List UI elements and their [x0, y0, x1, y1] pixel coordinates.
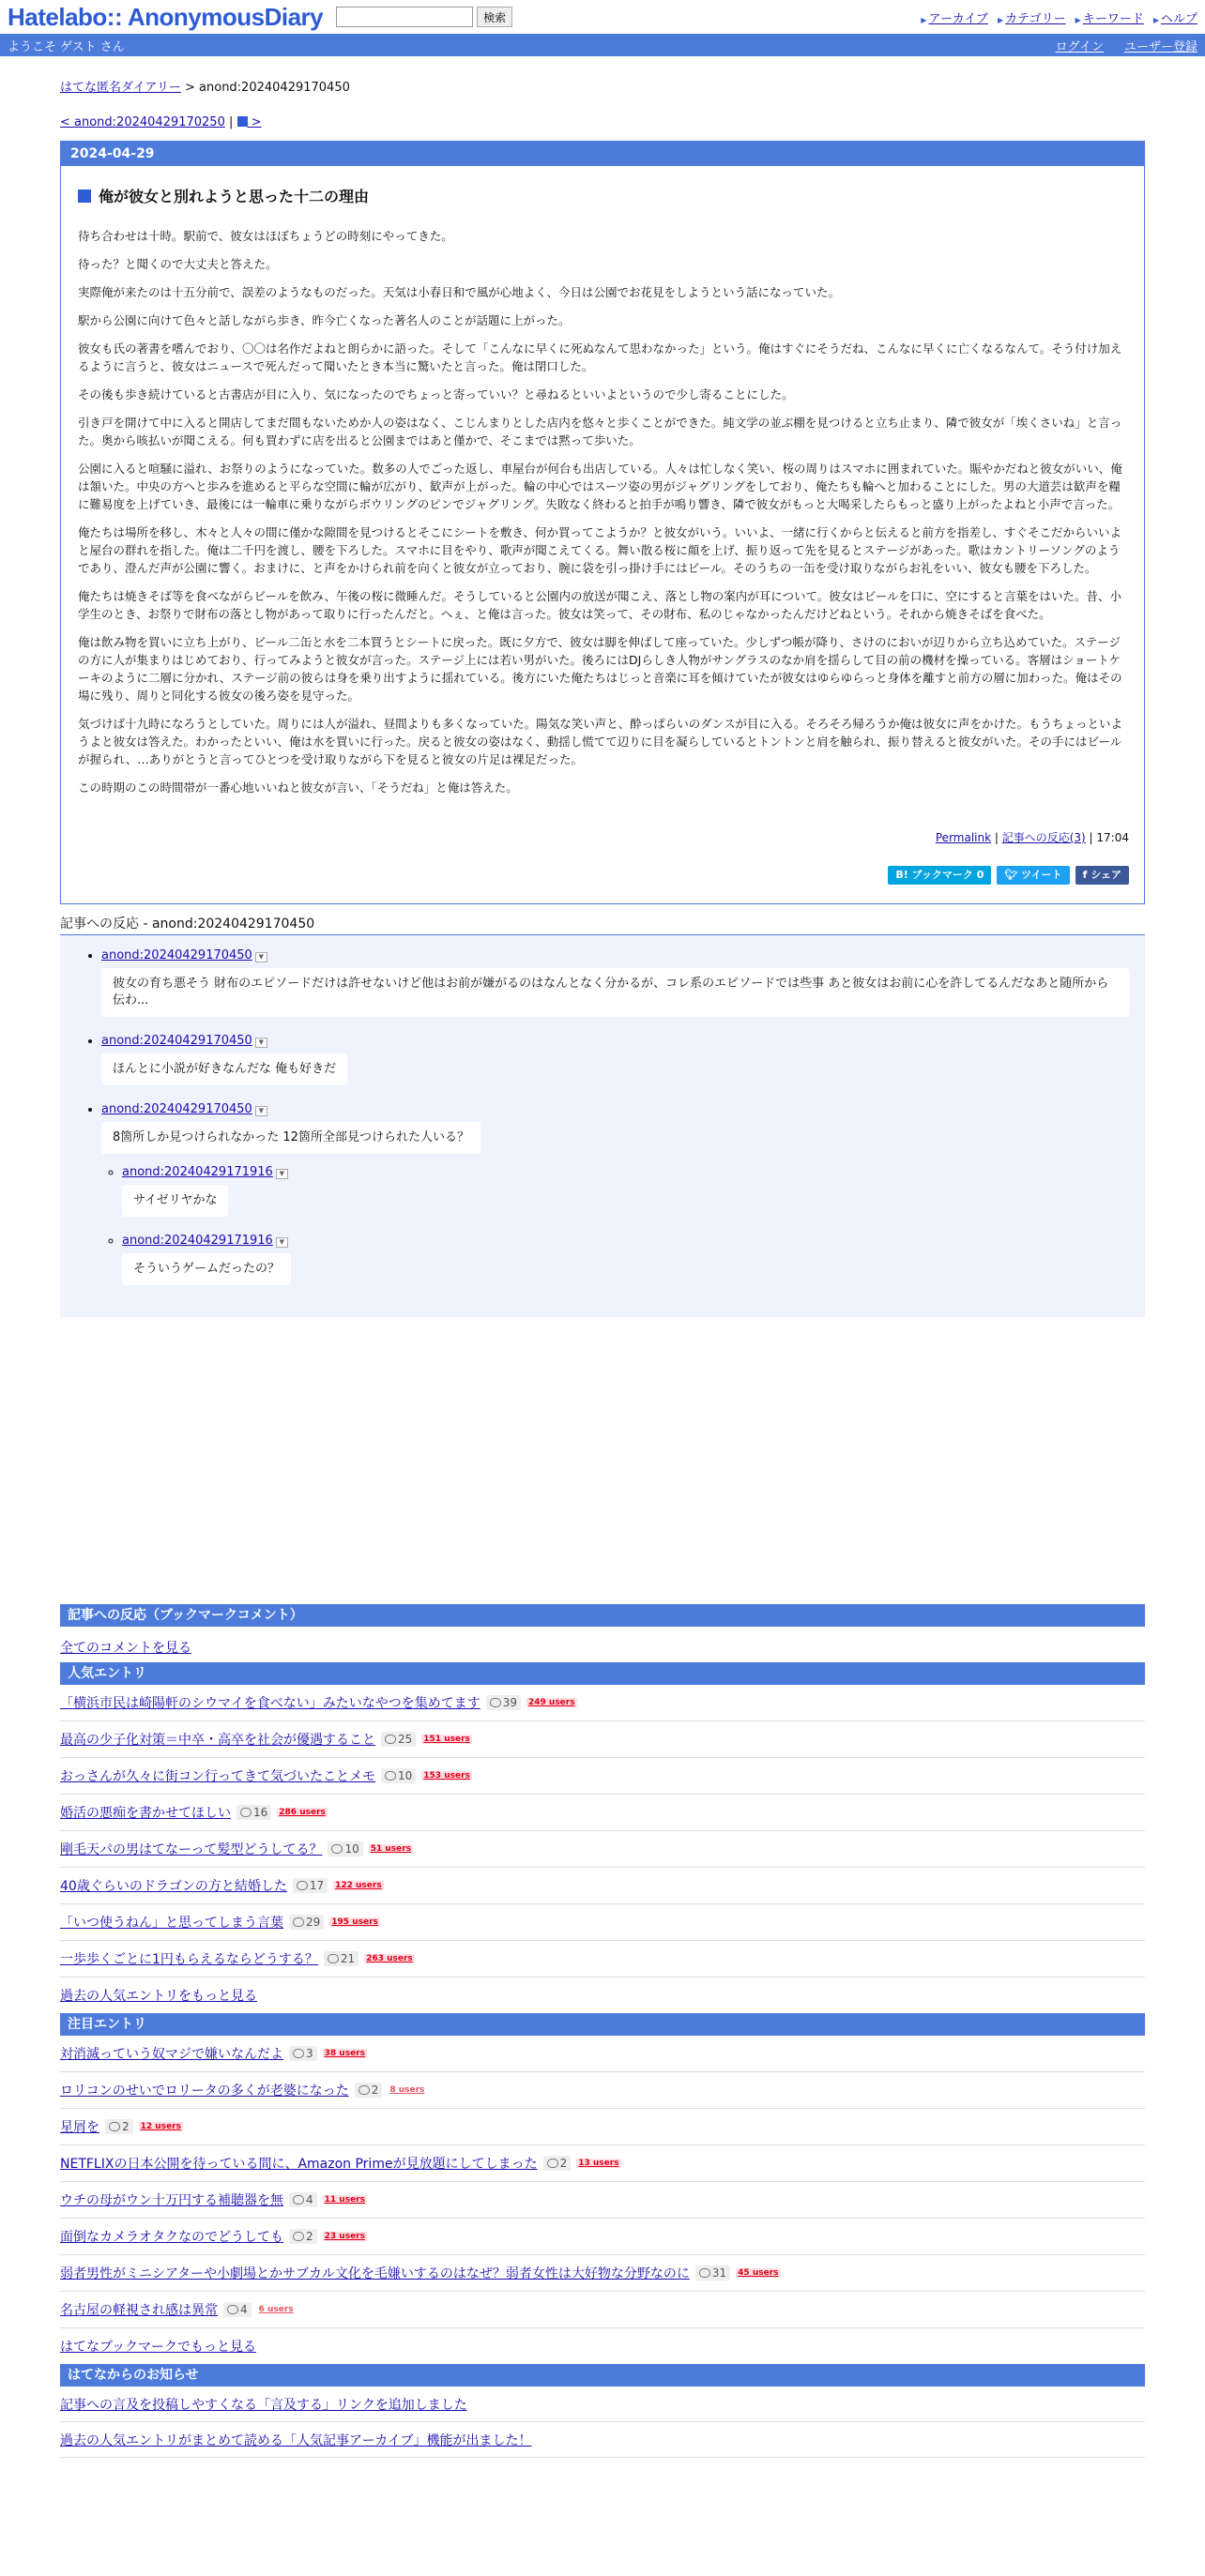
- entry-row: [60, 1685, 1145, 1721]
- hatena-bookmark-button[interactable]: [888, 866, 991, 885]
- entry-title-link[interactable]: 星屑を: [60, 2120, 99, 2135]
- breadcrumb-separator: >: [184, 81, 195, 95]
- entry-title-link[interactable]: NETFLIXの日本公開を待っている間に、Amazon Primeが見放題にしてしまった: [60, 2157, 538, 2172]
- entry-row: [60, 2145, 1145, 2182]
- tweet-label: ツイート: [1021, 869, 1062, 881]
- article-paragraph: 気づけば十九時になろうとしていた。周りには人が溢れ、昼間よりも多くなっていた。陽気な笑い声と、酔っぱらいのダンスが目に入る。そろそろ帰ろうか俺は彼女に声をかけた。もうちょっといようよと彼女は答えた。わかったといい、俺は水を買いに行った。戻ると彼女の姿はなく、動揺し慌てて辺りに目を凝らしているとトントンと肩を触られ、振り替えると彼女がいた。その手にはビールが握られ、…ありがとうと言ってひとつを受け取りながら下を見ると彼女の片足は裸足だった。: [78, 717, 1123, 766]
- entry-row: [60, 2182, 1145, 2219]
- article-date: 2024-04-29: [61, 142, 1144, 166]
- breadcrumb-current: anond:20240429170450: [199, 81, 350, 95]
- bookmark-comments-heading: 記事への反応（ブックマークコメント）: [60, 1604, 1145, 1627]
- share-buttons: [61, 845, 1144, 903]
- entry-row: [60, 1831, 1145, 1868]
- bookmark-users-badge[interactable]: 23 users: [324, 2232, 365, 2241]
- bookmark-users-badge[interactable]: 151 users: [423, 1735, 470, 1744]
- article-paragraph: 俺たちは場所を移し、木々と人々の間に僅かな隙間を見つけるとそこにシートを敷き、何か買ってこようか？と彼女がいう。いいよ、一緒に行くからと伝えると前方を指差し、すぐそこだからいいよと屋台の群れを指した。俺は二千円を渡し、腰を下ろした。スマホに目をやり、歌声が聞こえてくる。舞い散る桜に顔を上げ、振り返って先を見るとステージがあった。歌はカントリーソングのようであり、澄んだ声が公園に響く。おまけに、と声をかけられ前を向くと彼女が立っており、腕に袋を引っ掛け手にはビール。そのうちの一缶を受け取りながらお礼をいい、彼女も腰を下ろした。: [78, 525, 1122, 575]
- bookmark-users-badge[interactable]: 38 users: [324, 2049, 365, 2058]
- entry-row: [60, 1721, 1145, 1758]
- article-meta: Permalink | 記事への反応(3) | 17:04: [935, 831, 1129, 844]
- nav-keyword-link[interactable]: ▶︎ キーワード: [1075, 8, 1144, 26]
- hatena-bookmark-label: B! ブックマーク: [895, 869, 973, 881]
- comment-count[interactable]: 2: [105, 2119, 133, 2134]
- attention-more-link[interactable]: はてなブックマークでもっと見る: [60, 2340, 257, 2355]
- entry-title-link[interactable]: おっさんが久々に街コン行ってきて気づいたことメモ: [60, 1769, 375, 1784]
- login-link[interactable]: ログイン: [1055, 39, 1104, 54]
- article-paragraph: 待った？と聞くので大丈夫と答えた。: [78, 257, 278, 271]
- entry-title-link[interactable]: 「いつ使うねん」と思ってしまう言葉: [60, 1916, 283, 1931]
- chevron-down-icon[interactable]: ▼: [255, 952, 267, 962]
- square-icon: [237, 116, 248, 127]
- reaction-item: [101, 1102, 1130, 1285]
- bookmark-users-badge[interactable]: 263 users: [366, 1954, 413, 1963]
- chevron-down-icon[interactable]: ▼: [276, 1169, 288, 1179]
- comment-count[interactable]: 10: [381, 1768, 416, 1783]
- article-title-row: [78, 185, 1144, 206]
- bookmark-users-badge[interactable]: 153 users: [423, 1771, 470, 1780]
- nav-help-link[interactable]: ▶︎ ヘルプ: [1153, 8, 1197, 26]
- comment-count[interactable]: 2: [543, 2156, 572, 2171]
- prev-entry-link[interactable]: < anond:20240429170250: [60, 115, 225, 129]
- comment-count[interactable]: 4: [223, 2302, 252, 2317]
- article-title: 俺が彼女と別れようと思った十二の理由: [99, 188, 370, 205]
- popular-more-link[interactable]: 過去の人気エントリをもっと見る: [60, 1989, 257, 2004]
- article: [60, 141, 1145, 904]
- reaction-text: 彼女の育ち悪そう 財布のエピソードだけは許せないけど他はお前が嫌がるのはなんとなく分かるが、コレ系のエピソードでは些事 あと彼女はお前に心を許してるんだなあと随所から伝わ...: [101, 968, 1130, 1017]
- bookmark-users-badge[interactable]: 249 users: [528, 1698, 575, 1707]
- reactions-link[interactable]: 記事への反応(3): [1001, 831, 1086, 844]
- entry-row: [60, 2036, 1145, 2072]
- chevron-down-icon[interactable]: ▼: [255, 1106, 267, 1116]
- nav-archive-link[interactable]: ▶︎ アーカイブ: [921, 8, 988, 26]
- reaction-text: そういうゲームだったの？: [122, 1253, 291, 1285]
- comment-count[interactable]: 16: [236, 1805, 271, 1820]
- entry-row: [60, 1941, 1145, 1977]
- comment-count[interactable]: 25: [381, 1732, 416, 1747]
- entry-title-link[interactable]: 婚活の悪痴を書かせてほしい: [60, 1806, 231, 1821]
- entry-row: [60, 2292, 1145, 2328]
- prev-next-separator: |: [229, 115, 234, 129]
- bookmark-users-badge[interactable]: 195 users: [331, 1917, 378, 1927]
- popular-entries-heading: 人気エントリ: [60, 1662, 1145, 1685]
- comment-count[interactable]: 21: [324, 1951, 358, 1966]
- article-paragraph: 公園に入ると喧騒に溢れ、お祭りのようになっていた。数多の人でごった返し、車屋台が何台も出店している。人々は忙しなく笑い、桜の周りはスマホに囲まれていた。賑やかだねと彼女がいい、俺は頷いた。中央の方へと歩みを進めると平らな空間に輪が広がり、歓声が上がった。輪の中心ではスーツ姿の男がジャグリングをしており、俺たちも輪へと加わることにした。男の大道芸は歓声を糧に難易度を上げていき、最後には一輪車に乗りながらボウリングのピンでジャグリング。失敗なく終わると拍手が鳴り響き、隣で彼女がもっと大喝采したらもっと盛り上がったよねと小声で言った。: [78, 462, 1122, 511]
- site-logo[interactable]: Hatelabo:: AnonymousDiary: [8, 2, 324, 31]
- reaction-user-link[interactable]: anond:20240429170450: [101, 948, 252, 962]
- article-paragraph: 俺は飲み物を買いに立ち上がり、ビール二缶と水を二本買うとシートに戻った。既に夕方で、彼女は脚を伸ばして座っていた。少しずつ帳が降り、さけのにおいが辺りから立ち込めていた。ステージの方に人が集まりはじめており、行ってみようと彼女が言った。ステージ上には若い男がいた。後ろにはDJらしき人物がサングラスのなか肩を揺らして目の前の機材を操っている。客層はショートケーキのように二層に分かれ、ステージ前の彼らは身を乗り出すように揺れている。後方にいた俺たちはじっと音楽に耳を傾けていたが彼女はゆらゆらっと身体を離すと前方の層に加わった。俺はその場に残り、周りと同化する彼女の後ろ姿を見守った。: [78, 635, 1122, 703]
- main-content: [60, 77, 1145, 2458]
- bookmark-users-badge[interactable]: 8 users: [389, 2085, 425, 2095]
- reaction-reply: [122, 1165, 1130, 1217]
- entry-title-link[interactable]: 最高の少子化対策＝中卒・高卒を社会が優遇すること: [60, 1733, 375, 1748]
- breadcrumb-root-link[interactable]: はてな匿名ダイアリー: [60, 81, 181, 95]
- post-time: 17:04: [1096, 831, 1129, 844]
- popular-entries-list: [60, 1685, 1145, 1977]
- reactions-heading: 記事への反応 - anond:20240429170450: [60, 914, 1145, 935]
- search-button[interactable]: 検索: [477, 7, 512, 27]
- permalink-link[interactable]: Permalink: [935, 831, 992, 844]
- entry-title-link[interactable]: ウチの母がウン十万円する補聴器を無: [60, 2193, 283, 2208]
- entry-title-link[interactable]: 「横浜市民は崎陽軒のシウマイを食べない」みたいなやつを集めてます: [60, 1696, 480, 1711]
- entry-row: [60, 1904, 1145, 1941]
- bookmark-users-badge[interactable]: 286 users: [279, 1808, 326, 1817]
- reaction-text: サイゼリヤかな: [122, 1185, 228, 1217]
- comment-count[interactable]: 39: [486, 1695, 521, 1710]
- bookmark-users-badge[interactable]: 6 users: [258, 2305, 294, 2314]
- entry-title-link[interactable]: 40歳ぐらいのドラゴンの方と結婚した: [60, 1879, 287, 1894]
- comment-count[interactable]: 10: [328, 1841, 362, 1856]
- bookmark-users-badge[interactable]: 12 users: [140, 2122, 181, 2131]
- entry-row: [60, 2219, 1145, 2255]
- article-paragraph: 駅から公園に向けて色々と話しながら歩き、昨今亡くなった著名人のことが話題に上がった。: [78, 313, 571, 327]
- bookmark-users-badge[interactable]: 13 users: [578, 2159, 619, 2168]
- reaction-item: [101, 1034, 1130, 1085]
- entry-title-link[interactable]: 面倒なカメラオタクなのでどうしても: [60, 2230, 283, 2245]
- comment-count[interactable]: 31: [695, 2265, 730, 2281]
- reactions-list: [60, 935, 1145, 1317]
- entry-title-link[interactable]: 剛毛天パの男はてなーって髪型どうしてる？: [60, 1842, 323, 1857]
- reaction-user-link[interactable]: anond:20240429171916: [122, 1165, 273, 1179]
- top-nav: [921, 8, 1197, 26]
- chevron-down-icon[interactable]: ▼: [255, 1038, 267, 1048]
- prev-next-nav: [60, 115, 1145, 129]
- entry-title-link[interactable]: 弱者男性がミニシアターや小劇場とかサブカル文化を毛嫌いするのはなぜ？弱者女性は大好物な分野なのに: [60, 2266, 690, 2281]
- bookmark-users-badge[interactable]: 11 users: [324, 2195, 365, 2205]
- attention-entries-list: [60, 2036, 1145, 2328]
- article-body: [61, 206, 1144, 796]
- comment-count[interactable]: 2: [289, 2229, 317, 2244]
- facebook-share-label: シェア: [1091, 869, 1121, 881]
- article-paragraph: 彼女も氏の著書を嗜んでおり、〇〇は名作だよねと朗らかに語った。そして「こんなに早くに死ぬなんて思わなかった」という。俺はすぐにそうだね、こんなに早くに亡くなるなんて。そう付け加えるように言うと、彼女はニュースで死んだって聞いたとき本当に驚いたと言った。俺は閉口した。: [78, 341, 1122, 373]
- entry-title-link[interactable]: 名古屋の軽視され感は異常: [60, 2303, 218, 2318]
- notices-heading: はてなからのお知らせ: [60, 2364, 1145, 2387]
- bookmark-count: 0: [976, 869, 984, 881]
- comment-count[interactable]: 17: [293, 1878, 328, 1893]
- entry-title-link[interactable]: 一歩歩くごとに1円もらえるならどうする？: [60, 1952, 318, 1967]
- user-bar: [0, 34, 1205, 56]
- register-link[interactable]: ユーザー登録: [1123, 39, 1197, 54]
- reaction-item: [101, 948, 1130, 1017]
- search-input[interactable]: [336, 7, 473, 27]
- attention-entries-heading: 注目エントリ: [60, 2013, 1145, 2036]
- comment-count[interactable]: 3: [289, 2046, 317, 2061]
- comment-count[interactable]: 2: [355, 2083, 383, 2098]
- reaction-user-link[interactable]: anond:20240429171916: [122, 1234, 273, 1248]
- notice-link[interactable]: 過去の人気エントリがまとめて読める「人気記事アーカイブ」機能が出ました！: [60, 2432, 532, 2448]
- next-entry-link[interactable]: [237, 115, 262, 129]
- reaction-text: ほんとに小説が好きなんだな 俺も好きだ: [101, 1053, 347, 1085]
- entry-row: [60, 2255, 1145, 2292]
- square-icon[interactable]: [78, 189, 91, 203]
- entry-row: [60, 1758, 1145, 1795]
- article-paragraph: 引き戸を開けて中に入ると開店してまだ間もないためか人の姿はなく、こじんまりとした店内を悠々と歩くことができた。純文学の並ぶ棚を見つけると立ち止まり、隣で彼女が「埃くさいね」と言った。奥から咳払いが聞こえる。何も買わずに店を出ると公園まではあと僅かで、そこまでは黙って歩いた。: [78, 416, 1122, 447]
- bookmark-users-badge[interactable]: 51 users: [370, 1844, 412, 1854]
- notice-link[interactable]: 記事への言及を投稿しやすくなる「言及する」リンクを追加しました: [60, 2397, 467, 2413]
- bookmark-users-badge[interactable]: 45 users: [738, 2268, 779, 2278]
- next-entry-label: >: [251, 115, 262, 129]
- facebook-share-button[interactable]: f シェア: [1075, 866, 1129, 885]
- reaction-user-link[interactable]: anond:20240429170450: [101, 1102, 252, 1116]
- comment-count[interactable]: 4: [289, 2192, 317, 2207]
- top-header: [0, 0, 1205, 34]
- tweet-button[interactable]: 🐦︎ ツイート: [997, 866, 1069, 885]
- entry-title-link[interactable]: 対消滅っていう奴マジで嫌いなんだよ: [60, 2047, 283, 2062]
- welcome-text: ようこそ ゲスト さん: [8, 39, 125, 54]
- reaction-text: 8箇所しか見つけられなかった 12箇所全部見つけられた人いる？: [101, 1122, 480, 1154]
- entry-title-link[interactable]: ロリコンのせいでロリータの多くが老婆になった: [60, 2084, 349, 2099]
- search-form: [336, 7, 512, 27]
- article-paragraph: 実際俺が来たのは十五分前で、誤差のようなものだった。天気は小春日和で風が心地よく、今日は公園でお花見をしようという話になっていた。: [78, 285, 841, 299]
- article-paragraph: 待ち合わせは十時。駅前で、彼女はほぼちょうどの時刻にやってきた。: [78, 229, 453, 243]
- article-paragraph: この時期のこの時間帯が一番心地いいねと彼女が言い、「そうだね」と俺は答えた。: [78, 780, 518, 795]
- breadcrumb: [60, 77, 1145, 95]
- reaction-reply: [122, 1234, 1130, 1285]
- article-paragraph: 俺たちは焼きそば等を食べながらビールを飲み、午後の桜に微睡んだ。そうしていると公園内の放送が聞こえ、落とし物の案内が耳について。彼女はビールを口に、空にすると言葉をはいた。昔、小学生のとき、お祭りで財布の落とし物があって取りに行ったんだと。へぇ、と俺は言った。彼女は笑って、その財布、私のじゃなかったんだけどねという。それから焼きそばを食べた。: [78, 589, 1122, 621]
- entry-row: [60, 2072, 1145, 2109]
- entry-row: [60, 1868, 1145, 1904]
- nav-category-link[interactable]: ▶︎ カテゴリー: [998, 8, 1066, 26]
- all-comments-link[interactable]: 全てのコメントを見る: [60, 1641, 191, 1656]
- entry-row: [60, 1795, 1145, 1831]
- reaction-user-link[interactable]: anond:20240429170450: [101, 1034, 252, 1048]
- comment-count[interactable]: 29: [289, 1915, 324, 1930]
- article-paragraph: その後も歩き続けていると古書店が目に入り、気になったのでちょっと寄っていい？と尋ねるといいよというので少し寄ることにした。: [78, 387, 794, 402]
- entry-row: [60, 2109, 1145, 2145]
- chevron-down-icon[interactable]: ▼: [276, 1237, 288, 1248]
- bookmark-users-badge[interactable]: 122 users: [335, 1881, 382, 1890]
